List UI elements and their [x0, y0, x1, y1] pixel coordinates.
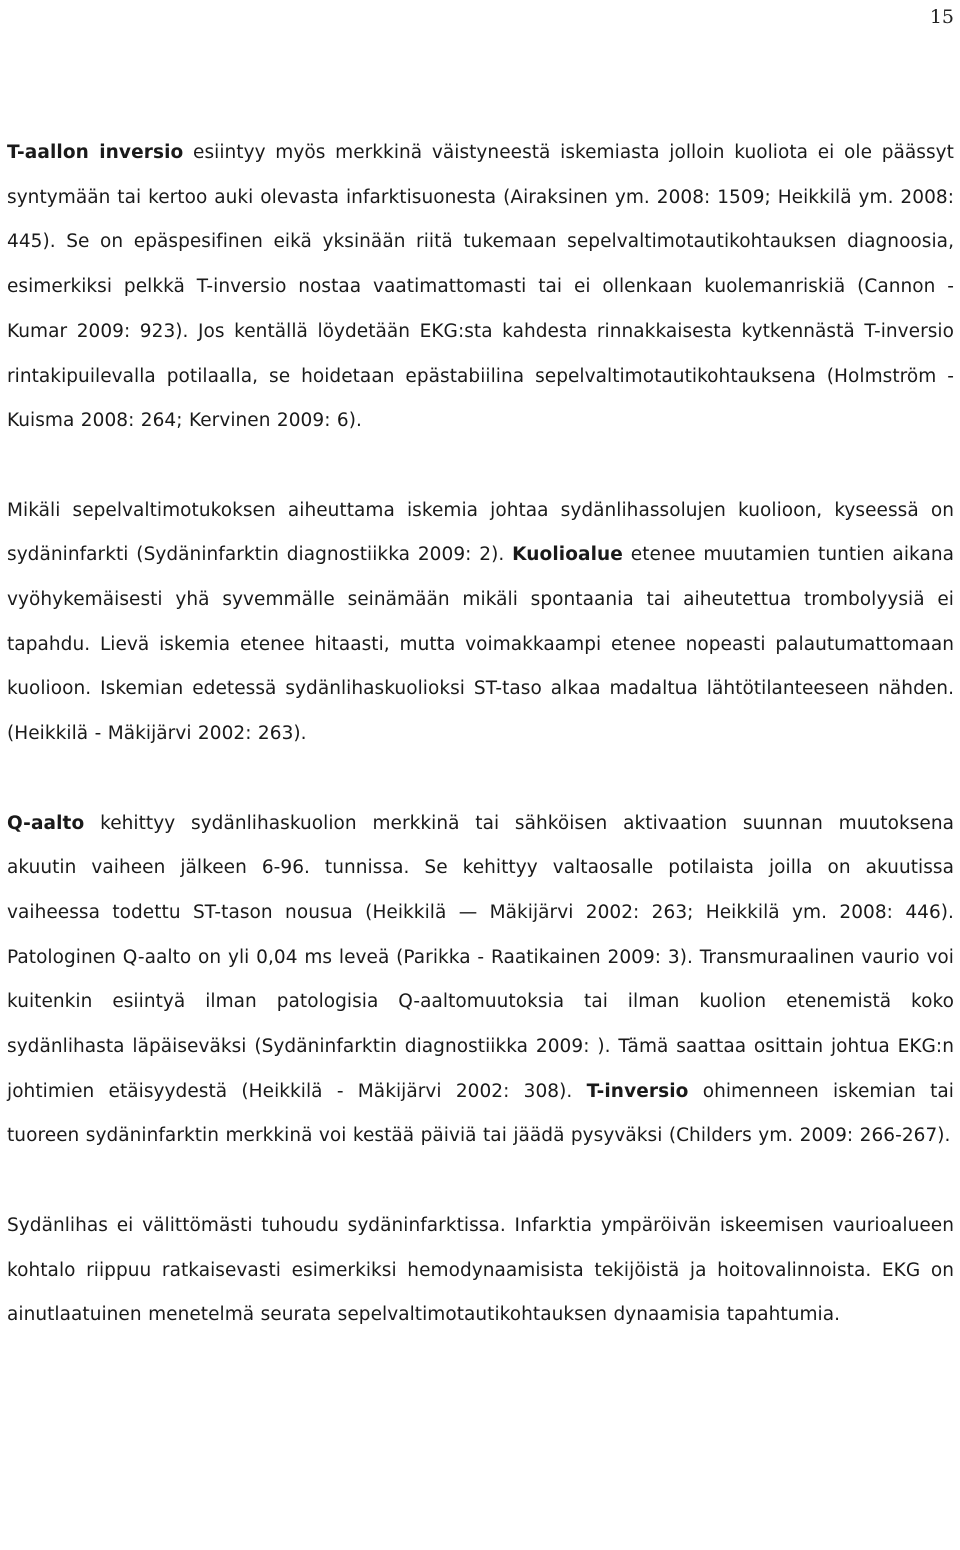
term-kuolioalue: Kuolioalue [512, 544, 623, 566]
paragraph-text: kehittyy sydänlihaskuolion merkkinä tai sähköisen aktivaation suunnan muutoksena akuutin vaiheen jälkeen 6-96. tunnissa. Se kehittyy valtaosalle potilaista joilla on akuutissa vaiheessa todettu ST-tason nousua (Heikkilä — Mäkijärvi 2002: 263; Heikkilä ym. 2008: 446). Patologinen Q-aalto on yli 0,04 ms leveä (Parikka - Raatikainen 2009: 3). Transmuraalinen vaurio voi kuitenkin esiintyä ilman patologisia Q-aaltomuutoksia tai ilman kuolion etenemistä koko sydänlihasta läpäiseväksi (Sydäninfarktin diagnostiikka 2009: ). Tämä saattaa osittain johtua EKG:n johtimien etäisyydestä (Heikkilä - Mäkijärvi 2002: 308). [7, 812, 954, 1102]
term-t-aallon-inversio: T-aallon inversio [7, 142, 184, 163]
paragraph-text: etenee muutamien tuntien aikana vyöhykemäisesti yhä syvemmälle seinämään mikäli spontaania tai aiheutettua trombolyysiä ei tapahdu. Lievä iskemia etenee hitaasti, mutta voimakkaampi etenee nopeasti palautumattomaan kuolioon. Iskemian edetessä sydänlihaskuolioksi ST-taso alkaa madaltua lähtötilanteeseen nähden. (Heikkilä - Mäkijärvi 2002: 263). [7, 544, 954, 745]
paragraph-text: Mikäli sepelvaltimotukoksen aiheuttama iskemia johtaa sydänlihassolujen kuolioon, kyseessä on sydäninfarkti (Sydäninfarktin diagnostiikka 2009: 2). [7, 499, 954, 566]
paragraph-t-wave-inversion [7, 131, 954, 444]
paragraph-infarction [7, 489, 954, 757]
term-q-aalto: Q-aalto [7, 812, 85, 834]
paragraph-text: esiintyy myös merkkinä väistyneestä iskemiasta jolloin kuoliota ei ole päässyt syntymään tai kertoo auki olevasta infarktisuonesta (Airaksinen ym. 2008: 1509; Heikkilä ym. 2008: 445). Se on epäspesifinen eikä yksinään riitä tukemaan sepelvaltimotautikohtauksen diagnoosia, esimerkiksi pelkkä T-inversio nostaa vaatimattomasti tai ei ollenkaan kuolemanriskiä (Cannon - Kumar 2009: 923). Jos kentällä löydetään EKG:sta kahdesta rinnakkaisesta kytkennästä T-inversio rintakipuilevalla potilaalla, se hoidetaan epästabiilina sepelvaltimotautikohtauksena (Holmström - Kuisma 2008: 264; Kervinen 2009: 6). [7, 142, 954, 432]
paragraph-text: ohimenneen iskemian tai tuoreen sydäninfarktin merkkinä voi kestää päiviä tai jäädä pysyväksi (Childers ym. 2009: 266-267). [7, 1080, 954, 1147]
paragraph-text: Sydänlihas ei välittömästi tuhoudu sydäninfarktissa. Infarktia ympäröivän iskeemisen vaurioalueen kohtalo riippuu ratkaisevasti esimerkiksi hemodynaamisista tekijöistä ja hoitovalinnoista. EKG on ainutlaatuinen menetelmä seurata sepelvaltimotautikohtauksen dynaamisia tapahtumia. [7, 1214, 954, 1326]
term-t-inversio: T-inversio [586, 1080, 689, 1102]
paragraph-q-wave [7, 802, 954, 1160]
document-body [7, 131, 954, 1338]
page-number: 15 [929, 6, 954, 28]
paragraph-ekg-monitoring [7, 1204, 954, 1338]
